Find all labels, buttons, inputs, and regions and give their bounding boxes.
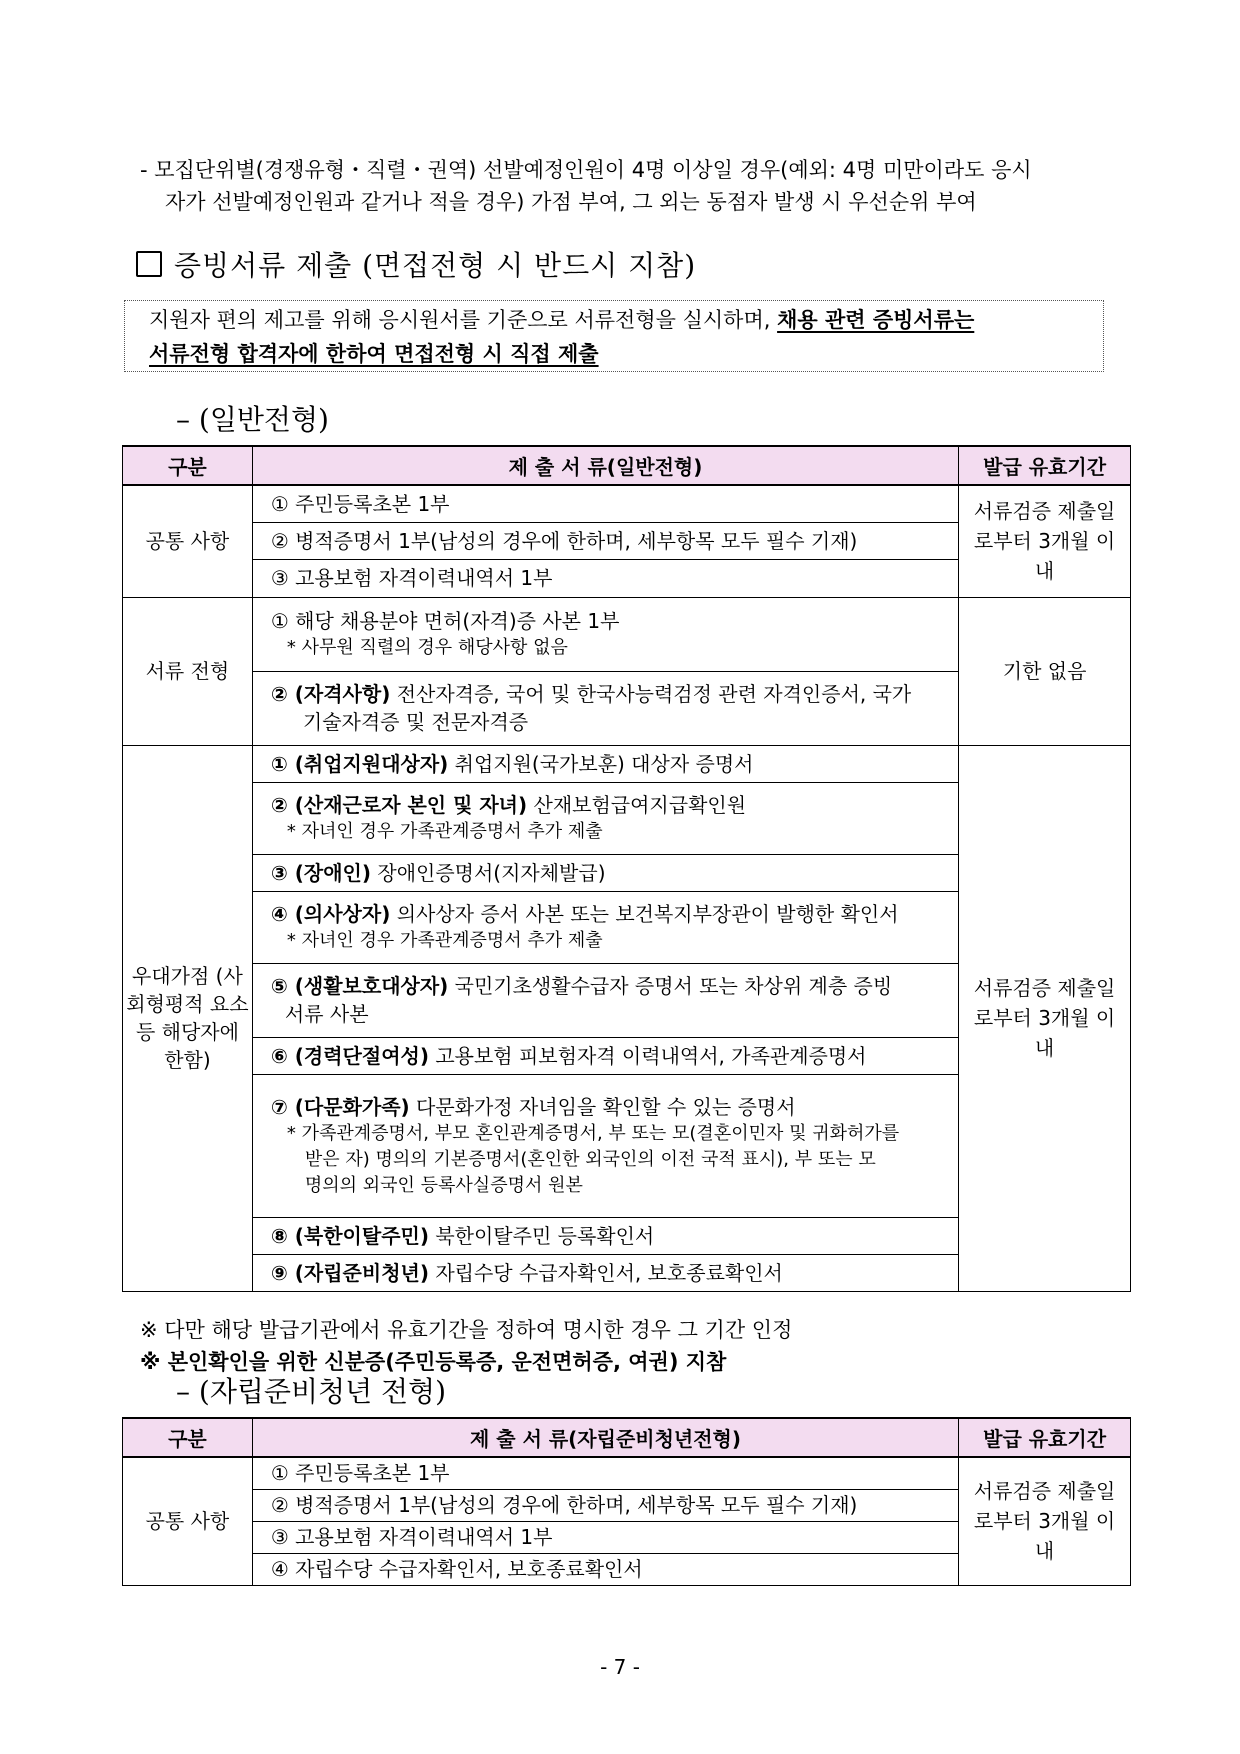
notice-bold-2: 서류전형 합격자에 한하여 면접전형 시 직접 제출 xyxy=(149,342,599,366)
document-item-bold: ③ (장애인) xyxy=(270,860,372,885)
validity-cell: 서류검증 제출일로부터 3개월 이내 xyxy=(959,745,1131,1291)
header-documents: 제 출 서 류(일반전형) xyxy=(252,446,958,485)
header-category: 구분 xyxy=(123,446,253,485)
validity-cell: 서류검증 제출일로부터 3개월 이내 xyxy=(959,1457,1131,1585)
table-header-row xyxy=(123,1418,1131,1457)
document-item-note: * 사무원 직렬의 경우 해당사항 없음 xyxy=(286,637,568,658)
table-row xyxy=(123,597,1131,671)
intro-line-2: 자가 선발예정인원과 같거나 적을 경우) 가점 부여, 그 외는 동점자 발생 시 우선순위 부여 xyxy=(165,190,977,214)
document-item: ② 병적증명서 1부(남성의 경우에 한하며, 세부항목 모두 필수 기재) xyxy=(252,1489,958,1521)
notice-bold-1: 채용 관련 증빙서류는 xyxy=(777,308,975,332)
page-number: - 7 - xyxy=(600,1655,640,1679)
footnotes xyxy=(140,1314,792,1378)
notice-box xyxy=(124,300,1104,372)
validity-cell: 기한 없음 xyxy=(959,597,1131,745)
document-item xyxy=(252,671,958,745)
general-table xyxy=(122,445,1131,1292)
youth-table xyxy=(122,1417,1131,1586)
youth-subtitle: – (자립준비청년 전형) xyxy=(176,1375,447,1408)
section-title-text: 증빙서류 제출 (면접전형 시 반드시 지참) xyxy=(174,249,697,282)
table-row xyxy=(123,485,1131,522)
header-documents: 제 출 서 류(자립준비청년전형) xyxy=(252,1418,958,1457)
document-item-cont: 기술자격증 및 전문자격증 xyxy=(302,710,529,734)
document-item xyxy=(252,1074,958,1217)
document-item-text: 장애인증명서(지자체발급) xyxy=(371,860,606,885)
document-item-note: 받은 자) 명의의 기본증명서(혼인한 외국인의 이전 국적 표시), 부 또는 모 xyxy=(304,1148,876,1170)
document-item xyxy=(252,854,958,891)
document-item xyxy=(252,963,958,1037)
document-item-text: 국민기초생활수급자 증명서 또는 차상위 계층 증빙 xyxy=(448,974,893,998)
document-item-note: * 가족관계증명서, 부모 혼인관계증명서, 부 또는 모(결혼이민자 및 귀화허가를 xyxy=(286,1122,900,1144)
document-item: ② 병적증명서 1부(남성의 경우에 한하며, 세부항목 모두 필수 기재) xyxy=(252,522,958,559)
document-item-text: 다문화가정 자녀임을 확인할 수 있는 증명서 xyxy=(409,1094,796,1119)
document-item-bold: ⑤ (생활보호대상자) xyxy=(270,974,449,998)
document-item-text: 취업지원(국가보훈) 대상자 증명서 xyxy=(448,751,754,776)
table-row xyxy=(123,1457,1131,1489)
footnote-2: ※ 본인확인을 위한 신분증(주민등록증, 운전면허증, 여권) 지참 xyxy=(140,1350,727,1374)
document-item: ③ 고용보험 자격이력내역서 1부 xyxy=(252,559,958,597)
document-item-bold: ① (취업지원대상자) xyxy=(270,751,449,776)
document-item-text: 전산자격증, 국어 및 한국사능력검정 관련 자격인증서, 국가 xyxy=(390,682,912,706)
document-item-note: * 자녀인 경우 가족관계증명서 추가 제출 xyxy=(286,930,603,951)
document-item: ③ 고용보험 자격이력내역서 1부 xyxy=(252,1521,958,1553)
document-item xyxy=(252,745,958,782)
header-category: 구분 xyxy=(123,1418,253,1457)
document-item: ④ 자립수당 수급자확인서, 보호종료확인서 xyxy=(252,1553,958,1585)
footnote-1: ※ 다만 해당 발급기관에서 유효기간을 정하여 명시한 경우 그 기간 인정 xyxy=(140,1318,793,1342)
document-item-bold: ② (자격사항) xyxy=(270,682,391,706)
document-item: ① 주민등록초본 1부 xyxy=(252,1457,958,1489)
general-subtitle: – (일반전형) xyxy=(176,403,329,436)
document-item-bold: ④ (의사상자) xyxy=(270,902,391,926)
checkbox-square-icon xyxy=(136,251,162,277)
document-item-text: 자립수당 수급자확인서, 보호종료확인서 xyxy=(428,1260,783,1285)
category-cell: 공통 사항 xyxy=(123,485,253,597)
category-cell: 우대가점 (사회형평적 요소 등 해당자에 한함) xyxy=(123,745,253,1291)
document-item-bold: ⑨ (자립준비청년) xyxy=(270,1260,429,1285)
document-item: ① 주민등록초본 1부 xyxy=(252,485,958,522)
table-row xyxy=(123,745,1131,782)
document-item-bold: ⑦ (다문화가족) xyxy=(270,1094,410,1119)
notice-text: 지원자 편의 제고를 위해 응시원서를 기준으로 서류전형을 실시하며, xyxy=(149,308,778,332)
intro-paragraph xyxy=(140,154,1130,218)
document-item xyxy=(252,597,958,671)
table-header-row xyxy=(123,446,1131,485)
category-cell: 공통 사항 xyxy=(123,1457,253,1585)
header-validity: 발급 유효기간 xyxy=(959,1418,1131,1457)
document-item-note: 명의의 외국인 등록사실증명서 원본 xyxy=(304,1174,583,1196)
document-item-note: * 자녀인 경우 가족관계증명서 추가 제출 xyxy=(286,821,603,842)
document-item xyxy=(252,1254,958,1291)
document-item-text: ① 해당 채용분야 면허(자격)증 사본 1부 xyxy=(270,609,620,633)
header-validity: 발급 유효기간 xyxy=(959,446,1131,485)
intro-line-1: - 모집단위별(경쟁유형・직렬・권역) 선발예정인원이 4명 이상일 경우(예외: 4명 미만이라도 응시 xyxy=(140,158,1032,182)
category-cell: 서류 전형 xyxy=(123,597,253,745)
document-item xyxy=(252,1217,958,1254)
document-item-text: 의사상자 증서 사본 또는 보건복지부장관이 발행한 확인서 xyxy=(390,902,899,926)
document-item-bold: ② (산재근로자 본인 및 자녀) xyxy=(270,793,528,817)
document-item xyxy=(252,891,958,963)
validity-cell: 서류검증 제출일로부터 3개월 이내 xyxy=(959,485,1131,597)
document-item-bold: ⑥ (경력단절여성) xyxy=(270,1043,429,1068)
document-item xyxy=(252,1037,958,1074)
document-item-text: 북한이탈주민 등록확인서 xyxy=(428,1223,655,1248)
document-item-text: 고용보험 피보험자격 이력내역서, 가족관계증명서 xyxy=(428,1043,867,1068)
document-item-bold: ⑧ (북한이탈주민) xyxy=(270,1223,429,1248)
document-item-text: 산재보험급여지급확인원 xyxy=(527,793,747,817)
document-item-cont: 서류 사본 xyxy=(284,1002,369,1026)
document-item xyxy=(252,782,958,854)
section-title xyxy=(136,244,696,284)
